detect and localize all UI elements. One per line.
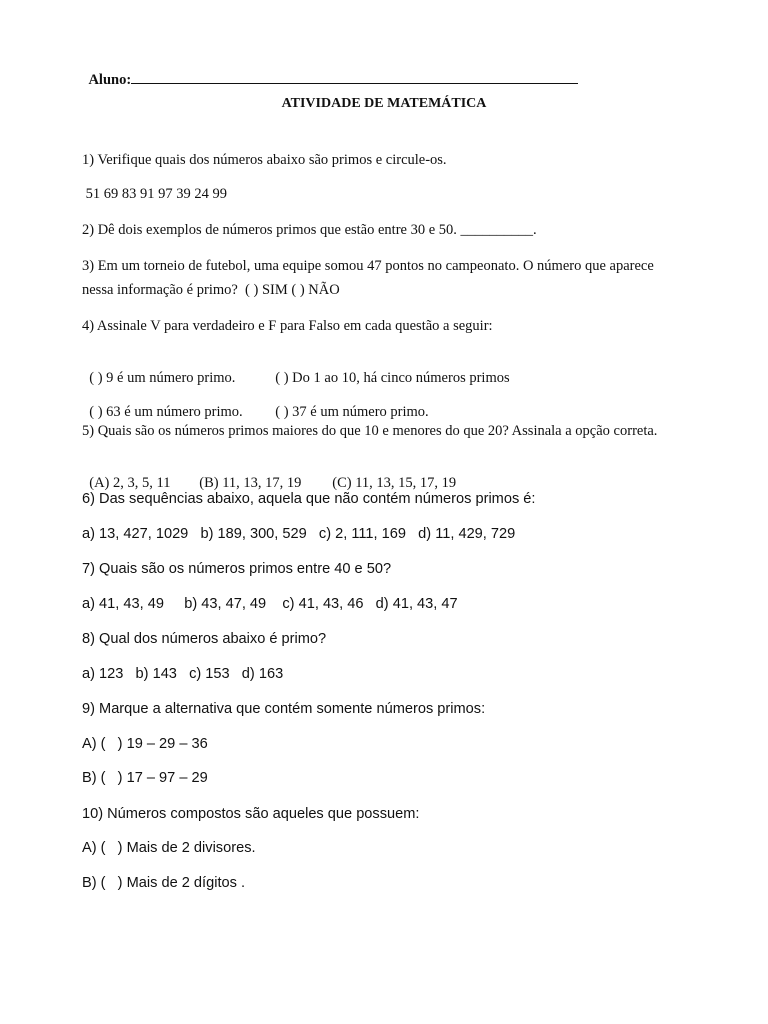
student-label: Aluno: xyxy=(88,72,132,88)
student-name-row xyxy=(82,52,578,89)
question-10-option-a: A) ( ) Mais de 2 divisores. xyxy=(82,840,256,856)
q4-item-4: ( ) 37 é um número primo. xyxy=(275,404,429,420)
student-name-field[interactable] xyxy=(131,70,578,84)
question-8: 8) Qual dos números abaixo é primo? xyxy=(82,631,327,647)
question-6-options: a) 13, 427, 1029 b) 189, 300, 529 c) 2, 111, 169 d) 11, 429, 729 xyxy=(82,526,516,542)
page-title: ATIVIDADE DE MATEMÁTICA xyxy=(281,96,487,111)
q4-item-2: ( ) Do 1 ao 10, há cinco números primos xyxy=(275,370,510,386)
question-4: 4) Assinale V para verdadeiro e F para Falso em cada questão a seguir: xyxy=(82,318,493,334)
question-6: 6) Das sequências abaixo, aquela que não contém números primos é: xyxy=(82,491,536,507)
question-8-options: a) 123 b) 143 c) 153 d) 163 xyxy=(82,666,284,682)
question-7-options: a) 41, 43, 49 b) 43, 47, 49 c) 41, 43, 46 d) 41, 43, 47 xyxy=(82,596,458,612)
question-4-row-2 xyxy=(82,385,429,421)
question-10-option-b: B) ( ) Mais de 2 dígitos . xyxy=(82,875,246,891)
question-9-option-b: B) ( ) 17 – 97 – 29 xyxy=(82,770,208,786)
question-10: 10) Números compostos são aqueles que possuem: xyxy=(82,806,420,822)
question-4-row-1 xyxy=(82,351,510,387)
question-5-options xyxy=(82,456,456,492)
q5-option-a: (A) 2, 3, 5, 11 xyxy=(89,475,171,491)
question-2: 2) Dê dois exemplos de números primos que estão entre 30 e 50. __________. xyxy=(82,222,537,238)
question-1-numbers: 51 69 83 91 97 39 24 99 xyxy=(82,186,227,202)
q4-item-1: ( ) 9 é um número primo. xyxy=(89,370,236,386)
q5-option-c: (C) 11, 13, 15, 17, 19 xyxy=(332,475,457,491)
q4-item-3: ( ) 63 é um número primo. xyxy=(89,404,243,420)
question-3-line-2: nessa informação é primo? ( ) SIM ( ) NÃO xyxy=(82,282,340,298)
q5-option-b: (B) 11, 13, 17, 19 xyxy=(199,475,302,491)
question-9: 9) Marque a alternativa que contém somente números primos: xyxy=(82,701,486,717)
question-5: 5) Quais são os números primos maiores do que 10 e menores do que 20? Assinala a opção correta. xyxy=(82,423,658,439)
question-1: 1) Verifique quais dos números abaixo são primos e circule-os. xyxy=(82,152,447,168)
question-9-option-a: A) ( ) 19 – 29 – 36 xyxy=(82,736,208,752)
question-3-line-1: 3) Em um torneio de futebol, uma equipe somou 47 pontos no campeonato. O número que aparece xyxy=(82,258,654,274)
question-7: 7) Quais são os números primos entre 40 e 50? xyxy=(82,561,392,577)
